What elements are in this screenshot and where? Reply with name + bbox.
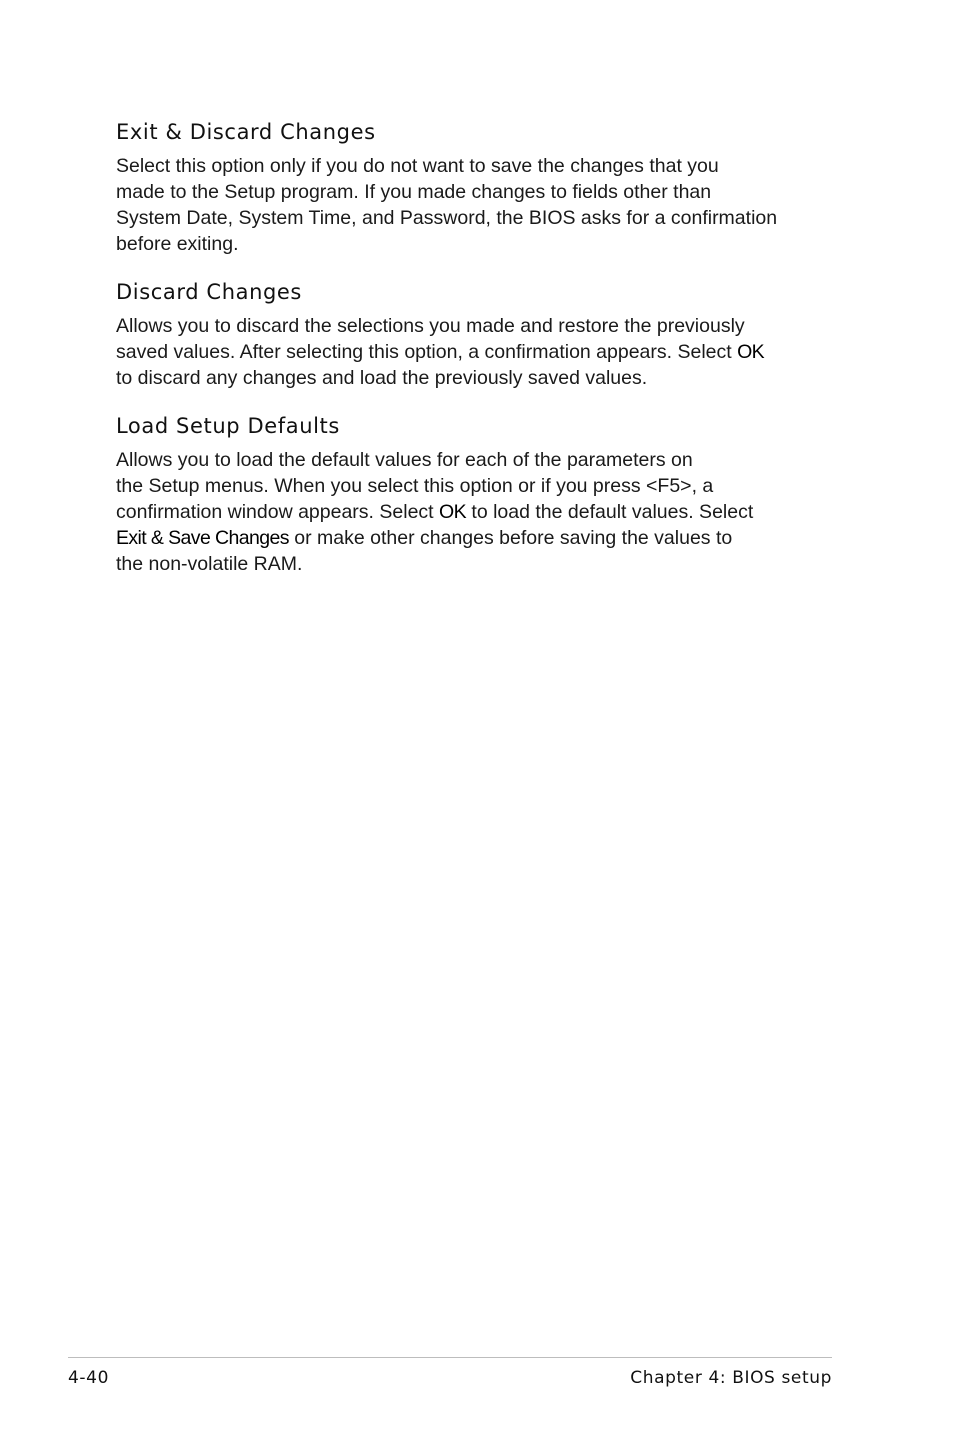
body-line: the non-volatile RAM. — [116, 553, 303, 575]
section-heading: Discard Changes — [116, 280, 302, 304]
footer-divider — [68, 1357, 832, 1358]
body-line: Allows you to load the default values for each of the parameters on — [116, 449, 693, 471]
body-line: Select this option only if you do not want to save the changes that you — [116, 155, 719, 177]
body-line: the Setup menus. When you select this option or if you press <F5>, a — [116, 475, 714, 497]
body-line: Allows you to discard the selections you made and restore the previously — [116, 315, 745, 337]
section-body — [116, 153, 836, 257]
page-number: 4-40 — [68, 1368, 109, 1388]
body-line: made to the Setup program. If you made changes to fields other than — [116, 181, 712, 203]
body-line: or make other changes before saving the values to — [288, 527, 733, 549]
exit-save-changes-reference: Exit & Save Changes — [116, 527, 289, 549]
body-line: saved values. After selecting this option, a confirmation appears. Select — [116, 341, 738, 363]
ok-option-reference: OK — [439, 501, 466, 523]
section-discard-changes — [116, 279, 836, 391]
body-line: confirmation window appears. Select — [116, 501, 439, 523]
chapter-title: Chapter 4: BIOS setup — [630, 1368, 832, 1388]
section-heading: Exit & Discard Changes — [116, 120, 376, 144]
body-line: before exiting. — [116, 233, 239, 255]
section-load-setup-defaults — [116, 413, 836, 577]
section-body — [116, 447, 836, 577]
section-exit-discard-changes — [116, 119, 836, 257]
body-line: System Date, System Time, and Password, the BIOS asks for a confirmation — [116, 207, 778, 229]
section-heading: Load Setup Defaults — [116, 414, 340, 438]
body-line: to discard any changes and load the previously saved values. — [116, 367, 648, 389]
section-body — [116, 313, 836, 391]
ok-option-reference: OK — [737, 341, 765, 363]
body-line: to load the default values. Select — [465, 501, 754, 523]
